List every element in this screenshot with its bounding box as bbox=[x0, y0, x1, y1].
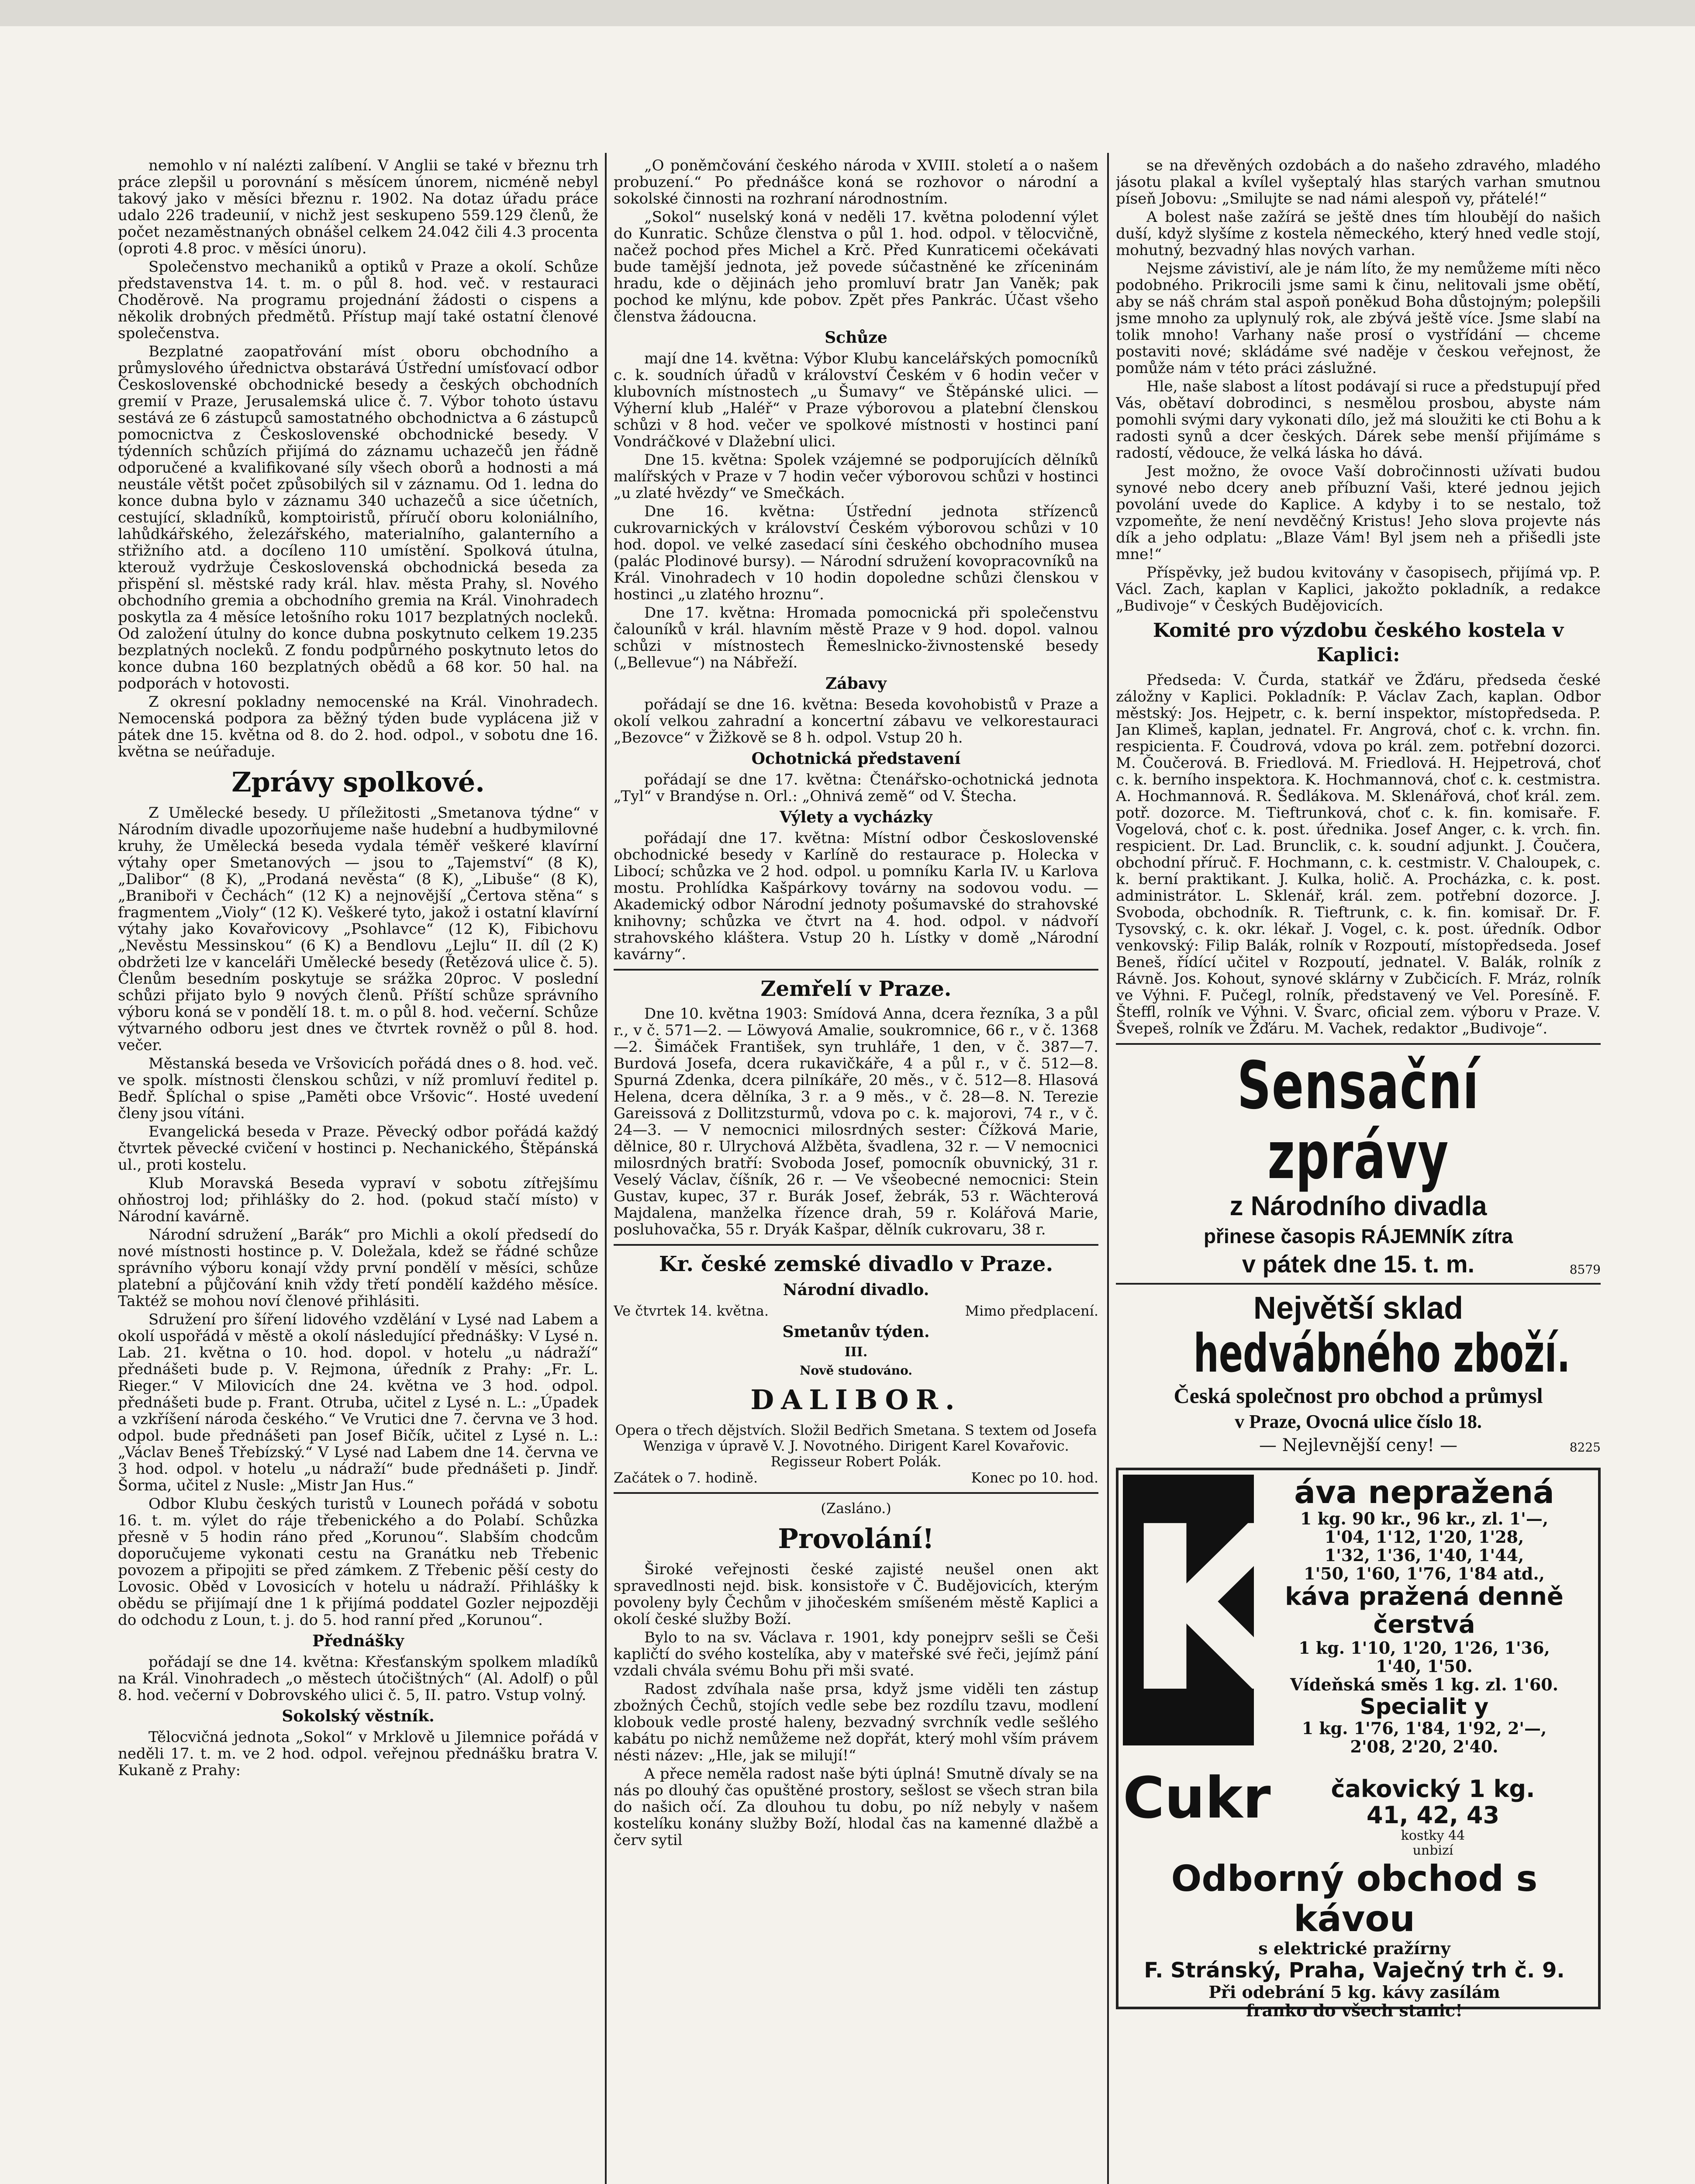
ad-sensacni-line: z Národního divadla bbox=[1229, 1191, 1487, 1221]
article-paragraph: Předseda: V. Čurda, statkář ve Žďáru, předseda české záložny v Kaplici. Pokladník: P. Václav Zach, kaplan. Odbor městský: Jos. Hejpetr, c. k. berní inspektor, místopředseda. P. Jan Klimeš, kaplan, jednatel. Fr. Angrová, choť c. k. vrchn. fin. respicienta. F. Čoudrová, vdova po král. zem. potřební dozorci. M. Čoučerová. B. Friedlová. M. Friedlová. H. Hejpetrová, choť c. k. berního inspektora. K. Hochmannová, choť c. k. cestmistra. A. Hochmannová. R. Šedlákova. M. Sklenářová, choť král. zem. potř. dozorce. M. Tieftrunková, choť c. k. fin. komisaře. F. Vogelová, choť c. k. post. úřednika. Josef Anger, c. k. vrch. fin. respicient. Dr. Lad. Brunclik, c. k. soudní adjunkt. J. Čoučera, obchodní příruč. F. Hochmann, c. k. cestmistr. V. Chaloupek, c. k. berní praktikant. J. Kulka, holič. A. Procházka, c. k. post. administrátor. L. Sklenář, král. zem. potřební dozorce. J. Svoboda, obchodník. R. Tieftrunk, c. k. fin. komisař. Dr. F. Tysovský, c. k. okr. lékař. J. Vogel, c. k. post. úředník. Odbor venkovský: Filip Balák, rolník v Rozpoutí, místopředseda. Josef Beneš, řídící učitel v Rozpoutí, jednatel. V. Balák, rolník z Rávně. Jos. Kohout, synové sklárny v Zubčicích. F. Mráz, rolník ve Výhni. F. Pučegl, rolník, představený ve Vel. Poresíně. F. Šteffl, rolník ve Výhni. V. Švarc, oficial zem. výboru v Praze. V. Švepeš, rolník ve Žďáru. M. Vachek, redaktor „Budivoje“. bbox=[1116, 671, 1601, 1037]
ad-sensacni bbox=[1116, 1048, 1601, 1278]
article-paragraph: mají dne 14. května: Výbor Klubu kancelářských pomocníků c. k. soudních úřadů v království Českém v 6 hodin večer v klubovních místnostech „u Šumavy“ ve Štěpánské ulici. — Výherní klub „Haléř“ v Praze výborovou a platební členskou schůzi v 8 hod. večer ve spolkové místnosti v hostinci paní Vondráčkové v Dlažební ulici. bbox=[614, 350, 1098, 450]
article-paragraph: Z okresní pokladny nemocenské na Král. Vinohradech. Nemocenská podpora za běžný týden bude vyplácena již v pátek dne 15. května od 8. do 2. hod. odpol., v sobotu dne 16. května se neúřaduje. bbox=[118, 693, 598, 760]
article-paragraph: Bylo to na sv. Václava r. 1901, kdy ponejprv sešli se Češi kapličtí do svého kostelíka, aby v mateřské své řeči, jejímž pání vzdali chvála svému Bohu při mši svaté. bbox=[614, 1629, 1098, 1679]
ad-kava-prices bbox=[1263, 1475, 1586, 1756]
theatre-note: Mimo předplacení. bbox=[965, 1303, 1098, 1319]
ad-sensacni-line: v pátek dne 15. t. m. bbox=[1242, 1250, 1475, 1278]
ad-number: 8579 bbox=[1569, 1262, 1601, 1277]
article-paragraph: Radost zdvíhala naše prsa, když jsme viděli ten zástup zbožných Čechů, stojích vedle sebe bez rozdílu tzavu, modlení klobouk vedle prosté haleny, bezvadný svrchník vedle sešlého kabátu po nichž nemůžeme než dopřát, který mohl vším právem nésti název: „Hle, jak se milují!“ bbox=[614, 1680, 1098, 1764]
ad-hedvabi-line: v Praze, Ovocná ulice číslo 18. bbox=[1235, 1411, 1482, 1432]
ad-hedvabi bbox=[1116, 1291, 1601, 1455]
article-paragraph: Jest možno, že ovoce Vaší dobročinnosti užívati budou synové nebo dcery aneb příbuzní Vaši, které jednou jejich povolání uvede do Kaplice. A kdyby i to se nestalo, tož vzpomeňte, že není nevděčný Kristus! Jeho slova projevte nás dík a jeho odplatu: „Blaze Vám! Byl jsem neh a přišedli jste mne!“ bbox=[1116, 463, 1601, 563]
article-paragraph: pořádají se dne 16. května: Beseda kovohobistů v Praze a okolí velkou zahradní a koncertní zábavu ve velkorestauraci „Bezovce“ v Žižkově se 8 h. odpol. Vstup 20 h. bbox=[614, 696, 1098, 746]
article-paragraph: Evangelická beseda v Praze. Pěvecký odbor pořádá každý čtvrtek pěvecké cvičení v hostinci p. Nechanického, Štěpánská ul., proti kostelu. bbox=[118, 1123, 598, 1174]
divider bbox=[1116, 1283, 1601, 1285]
article-paragraph: Široké veřejnosti české zajisté neušel onen akt spravedlnosti nejd. bisk. konsistoře v Č. Budějovicích, kterým povoleny byly Čechům v jihočeském smíšeném městě Kaplici a okolí české služby Boží. bbox=[614, 1561, 1098, 1628]
subheading-ochotnicka: Ochotnická představení bbox=[751, 750, 961, 768]
ad-cukr-unbs: unbizí bbox=[1412, 1843, 1453, 1858]
article-paragraph: Příspěvky, jež budou kvitovány v časopisech, přijímá vp. P. Václ. Zach, kaplan v Kaplici, jakožto pokladník, a redakce „Budivoje“ v Českých Budějovicích. bbox=[1116, 564, 1601, 615]
article-paragraph: Společenstvo mechaniků a optiků v Praze a okolí. Schůze představenstva 14. t. m. o půl 8. hod. več. v restauraci Choděrově. Na programu projednání žádosti o cispens a několik drobných předmětů. Přístup mají také ostatní členové společenstva. bbox=[118, 258, 598, 342]
article-paragraph: Z Umělecké besedy. U příležitosti „Smetanova týdne“ v Národním divadle upozorňujeme naše hudební a hudbymilovné kruhy, že Umělecká beseda vydala téměř veškeré klavírní výtahy oper Smetanových — jsou to „Tajemství“ (8 K), „Dalibor“ (8 K), „Prodaná nevěsta“ (8 K), „Libuše“ (8 K), „Braniboři v Čechách“ (12 K) a nejnovější „Čertova stěna“ s fragmentem „Violy“ (12 K). Veškeré tyto, jakož i ostatní klavírní výtahy jako Kovařovicovy „Psohlavce“ (12 K), Fibichovu „Nevěstu Messinskou“ (6 K) a Bendlovu „Lejlu“ II. díl (2 K) obdržeti lze v kanceláři Umělecké besedy (Řetězová ulice č. 5). Členům besedním poskytuje se srážka 20proc. V poslední schůzi přijato bylo 9 nových členů. Příští schůze správního výboru koná se v pondělí 18. t. m. o půl 8. hod. večerní. Schůze výtvarného odboru jest dnes ve čtvrtek rovněž o půl 8. hod. večer. bbox=[118, 804, 598, 1054]
subheading-prednasky: Přednášky bbox=[312, 1632, 404, 1650]
ad-hedvabi-line: — Nejlevnější ceny! — bbox=[1259, 1435, 1457, 1455]
ad-shop-note: Při odebrání 5 kg. kávy zasílám bbox=[1208, 1982, 1500, 2002]
ad-sensacni-line: přinese časopis RÁJEMNÍK zítra bbox=[1203, 1225, 1513, 1248]
theatre-date-row bbox=[614, 1303, 1098, 1319]
divider bbox=[614, 1492, 1098, 1494]
ad-kava-price-line: 1'04, 1'12, 1'20, 1'28, bbox=[1324, 1527, 1524, 1547]
opera-end: Konec po 10. hod. bbox=[971, 1469, 1098, 1486]
page-top-band bbox=[0, 0, 1695, 26]
article-paragraph: A přece neměla radost naše býti úplná! Smutně dívaly se na nás po dlouhý čas opuštěné prostory, sešlost se všech stran bila do našich očí. Za dlouhou tu dobu, po níž nebyly v našem kostelíku konány služby Boží, hlodal čas na kamenné dlažbě a červ sytil bbox=[614, 1765, 1098, 1849]
ad-kava-title: áva nepražená bbox=[1294, 1474, 1554, 1510]
column-2 bbox=[614, 157, 1098, 2184]
theatre-subtitle: Národní divadlo. bbox=[783, 1281, 929, 1299]
ad-kava-price-line: 1'50, 1'60, 1'76, 1'84 atd., bbox=[1304, 1564, 1545, 1583]
ad-cukr-price: 41, 42, 43 bbox=[1366, 1801, 1500, 1829]
theatre-new: Nově studováno. bbox=[799, 1363, 913, 1378]
subheading-schuze: Schůze bbox=[825, 328, 887, 347]
provolani-heading: Provolání! bbox=[778, 1523, 934, 1555]
ad-shop-sub: s elektrické pražírny bbox=[1258, 1939, 1450, 1958]
ad-cukr-word: Cukr bbox=[1123, 1765, 1271, 1831]
heading-zemreli: Zemřelí v Praze. bbox=[760, 977, 952, 1001]
article-paragraph: „O poněmčování českého národa v XVIII. století a o našem probuzení.“ Po přednášce koná se rozhovor o národní a sokolské činnosti na rozhraní národnostním. bbox=[614, 157, 1098, 207]
divider bbox=[614, 969, 1098, 971]
ad-kava-price-line: 1 kg. 1'10, 1'20, 1'26, 1'36, bbox=[1298, 1638, 1550, 1658]
article-paragraph: Klub Moravská Beseda vypraví v sobotu zítřejšímu ohňostroj lod; přihlášky do 2. hod. (pokud stačí místo) v Národní kavárně. bbox=[118, 1175, 598, 1225]
divider bbox=[1116, 1043, 1601, 1045]
column-3 bbox=[1116, 157, 1601, 2184]
subheading-zabavy: Zábavy bbox=[825, 674, 887, 693]
article-paragraph: Národní sdružení „Barák“ pro Michli a okolí předsedí do nové místnosti hostince p. V. Doležala, kdež se řádné schůze správního výboru konají vždy první pondělí v měsíci, schůze platební a půjčování knih vždy třetí pondělí každého měsíce. Taktéž se mohou noví členové přihlásiti. bbox=[118, 1226, 598, 1310]
article-paragraph: Dne 15. května: Spolek vzájemné se podporujících dělníků malířských v Praze v 7 hodin večer výborovou schůzi v hostinci „u zlaté hvězdy“ ve Smečkách. bbox=[614, 451, 1098, 502]
ad-cukr-kostky: kostky 44 bbox=[1401, 1828, 1465, 1843]
opera-title: DALIBOR. bbox=[750, 1384, 962, 1416]
ad-shop-title: Odborný obchod s kávou bbox=[1171, 1858, 1538, 1940]
subheading-sokol: Sokolský věstník. bbox=[282, 1707, 435, 1725]
opera-description: Opera o třech dějstvích. Složil Bedřich Smetana. S textem od Josefa Wenziga v úpravě V. J. Novotného. Dirigent Karel Kovařovic. Regisseur Robert Polák. bbox=[615, 1422, 1097, 1470]
ad-shop-note: franko do všech stanic! bbox=[1246, 2001, 1463, 2020]
opera-times bbox=[614, 1469, 1098, 1486]
theatre-week: Smetanův týden. bbox=[782, 1323, 930, 1341]
ad-shop bbox=[1123, 1859, 1586, 2020]
theatre-title: Kr. české zemské divadlo v Praze. bbox=[659, 1252, 1053, 1276]
article-paragraph: nemohlo v ní nalézti zalíbení. V Anglii se také v březnu trh práce zlepšil u porovnání s měsícem únorem, nicméně nebyl takový jako v měsíci březnu r. 1902. Na dotaz úřadu práce udalo 226 tradeunií, v nichž jest seskupeno 559.129 členů, že počet nezaměstnaných obnášel celkem 24.042 čili 4.3 procenta (oproti 4.8 proc. v měsíci únoru). bbox=[118, 157, 598, 257]
article-paragraph: Hle, naše slabost a lítost podávají si ruce a předstupují před Vás, obětaví dobrodinci, s nesmělou prosbou, abyste nám pomohli svými dary vykonati dílo, jež má sloužiti ke cti Bohu a k radosti synů a dcer českých. Dárek sebe menší přijímáme s radostí, vědouce, že velká láska ho dává. bbox=[1116, 378, 1601, 462]
article-paragraph: pořádají dne 17. května: Místní odbor Československé obchodnické besedy v Karlíně do restaurace p. Holecka v Libocí; schůzka ve 2 hod. odpol. u pomníku Karla IV. u Karlova mostu. Prohlídka Kašpárkovy továrny na sodovou vodu. — Akademický odbor Národní jednoty pošumavské do strahovské knihovny; schůzka ve čtvrt na 4. hod. odpol. v nádvoří strahovského kláštera. Vstup 20 h. Lístky v domě „Národní kavárny“. bbox=[614, 829, 1098, 963]
ad-kava-price-line: 2'08, 2'20, 2'40. bbox=[1350, 1737, 1498, 1756]
ad-hedvabi-line: Česká společnost pro obchod a průmysl bbox=[1174, 1383, 1543, 1408]
ad-sensacni-headline: Sensační zprávy bbox=[1237, 1048, 1480, 1194]
article-paragraph: Dne 10. května 1903: Smídová Anna, dcera řezníka, 3 a půl r., v č. 571—2. — Löwyová Amalie, soukromnice, 66 r., v č. 1368—2. Šimáček František, syn truhláře, 1 den, v č. 387—7. Burdová Josefa, dcera rukavičkáře, 4 a půl r., v č. 512—8. Spurná Zdenka, dcera pilníkáře, 20 měs., v č. 512—8. Hlasová Helena, dcera dělníka, 3 r. a 9 měs., v č. 28—8. N. Terezie Gareissová z Dollitzsturmů, vdova po c. k. majorovi, 74 r., v č. 24—3. — V nemocnici milosrdných sester: Čížková Marie, dělnice, 80 r. Ulrychová Alžběta, švadlena, 32 r. — V nemocnici milosrdných bratří: Svoboda Josef, pomocník obuvnický, 31 r. Veselý Václav, číšník, 26 r. — Ve všeobecné nemocnici: Stein Gustav, kupec, 37 r. Burák Josef, žebrák, 53 r. Wächterová Majdalena, manželka řízence drah, 59 r. Kolářová Marie, posluhovačka, 55 r. Dryák Kašpar, dělník cukrovaru, 38 r. bbox=[614, 1005, 1098, 1238]
ad-kava-specialty: Specialit y bbox=[1360, 1694, 1489, 1719]
ad-kava-price-line: 1 kg. 90 kr., 96 kr., zl. 1'—, bbox=[1300, 1509, 1549, 1528]
article-paragraph: Městanská beseda ve Vršovicích pořádá dnes o 8. hod. več. ve spolk. místnosti členskou schůzi, v níž promluví ředitel p. Bedř. Šplíchal o spise „Paměti obce Vršovic“. Hosté uvedení členy jsou vítáni. bbox=[118, 1055, 598, 1122]
article-paragraph: pořádají se dne 14. května: Křesťanským spolkem mladíků na Král. Vinohradech „o městech útočištných“ (Al. Adolf) o půl 8. hod. večerní v Dobrovského ulici č. 5, II. patro. Vstup volný. bbox=[118, 1653, 598, 1704]
zaslano-label: (Zasláno.) bbox=[821, 1500, 891, 1517]
column-1 bbox=[118, 157, 598, 2184]
ad-kava-prazena: káva pražená denně čerstvá bbox=[1285, 1583, 1564, 1639]
subheading-vylety: Výlety a vycházky bbox=[780, 808, 932, 826]
section-heading-spolkove: Zprávy spolkové. bbox=[231, 766, 485, 798]
theatre-date: Ve čtvrtek 14. května. bbox=[614, 1303, 769, 1319]
opera-start: Začátek o 7. hodině. bbox=[614, 1469, 758, 1486]
ad-kava-price-line: 1'32, 1'36, 1'40, 1'44, bbox=[1324, 1545, 1524, 1565]
ad-kava-vidensk: Vídeňská směs 1 kg. zl. 1'60. bbox=[1290, 1675, 1558, 1694]
ad-number: 8225 bbox=[1569, 1440, 1601, 1455]
ad-cukr-prices bbox=[1280, 1776, 1586, 1858]
column-rule-2 bbox=[1107, 153, 1109, 2184]
article-paragraph: pořádají se dne 17. května: Čtenářsko-ochotnická jednota „Tyl“ v Brandýse n. Orl.: „Ohnivá země“ od V. Štecha. bbox=[614, 771, 1098, 805]
article-paragraph: „Sokol“ nuselský koná v neděli 17. května polodenní výlet do Kunratic. Schůze členstva o půl 1. hod. odpol. v tělocvičně, načež pochod přes Michel a Krč. Před Kunraticemi očekávati bude tamější jednota, jež povede súčastněné ke zříceninám hradu, kde o dějinách jeho promluví bratr Jan Vaněk; pak pochod ke mlýnu, kde pobov. Zpět přes Pankrác. Účast všeho členstva žádoucna. bbox=[614, 208, 1098, 325]
divider bbox=[614, 1244, 1098, 1246]
ad-kava-price-line: 1'40, 1'50. bbox=[1376, 1656, 1473, 1676]
article-paragraph: Odbor Klubu českých turistů v Lounech pořádá v sobotu 16. t. m. výlet do ráje třebenického a do Polabí. Schůzka přesně v 5 hodin ráno před „Korunou“. Slabším chodcům doporučujeme vykonati cestu na Granátku neb Třebenic povozem a připojiti se před zámkem. Z Třebenic pěší cesty do Lovosic. Oběd v Lovosicích v hotelu u nádraží. Přihlášky k obědu se přijímají dne 1 k přijímá poddatel Gozler nejpozději do odchodu z Loun, t. j. do 5. hod ranní před „Korunou“. bbox=[118, 1495, 598, 1629]
ad-kava bbox=[1116, 1468, 1601, 2020]
article-paragraph: Tělocvičná jednota „Sokol“ v Mrklově u Jilemnice pořádá v neděli 17. t. m. ve 2 hod. odpol. veřejnou přednášku bratra V. Kukaně z Prahy: bbox=[118, 1728, 598, 1779]
article-paragraph: Dne 16. května: Ústřední jednota střízenců cukrovarnických v království Českém výborovou schůzi v 10 hod. dopol. ve velké zasedací síni českého obchodního musea (palác Plodinové bursy). — Národní sdružení kovopracovníků na Král. Vinohradech v 10 hodin dopoledne schůzi členskou v hostinci „u zlatého hroznu“. bbox=[614, 503, 1098, 603]
column-rule-1 bbox=[605, 153, 607, 2184]
article-paragraph: Nejsme závistiví, ale je nám líto, že my nemůžeme míti něco podobného. Prikrocili jsme sami k činu, nelitovali jsme obětí, aby se náš chrám stal aspoň poněkud Boha důstojným; polepšili jsme mnoho za uplynulý rok, ale zbývá ještě více. Jsme slabí na tolik mnoho! Varhany naše prosí o vystřídání — chceme postaviti nové; skládáme své naděje v českou veřejnost, že pomůže nám v této práci záslužné. bbox=[1116, 260, 1601, 377]
article-paragraph: Dne 17. května: Hromada pomocnická při společenstvu čalouníků v král. hlavním městě Praze v 9 hod. dopol. valnou schůzi v místnostech Řemeslnicko-živnostenské besedy („Bellevue“) na Nábřeží. bbox=[614, 604, 1098, 671]
ad-hedvabi-line: Největší sklad bbox=[1253, 1291, 1464, 1326]
ad-cukr-desc: čakovický 1 kg. bbox=[1331, 1775, 1535, 1803]
ad-kava-price-line: 1 kg. 1'76, 1'84, 1'92, 2'—, bbox=[1301, 1718, 1547, 1738]
theatre-week-number: III. bbox=[844, 1344, 868, 1360]
ad-hedvabi-headline: hedvábného zboží. bbox=[1193, 1324, 1571, 1384]
article-paragraph: Sdružení pro šíření lidového vzdělání v Lysé nad Labem a okolí uspořádá v městě a okolí následující přednášky: V Lysé n. Lab. 21. května o 10. hod. dopol. v hotelu „u nádraží“ přednášeti bude p. V. Rejmona, úředník z Prahy: „Fr. L. Rieger.“ V Milovicích dne 24. května ve 3 hod. odpol. přednášeti bude p. Frant. Otruba, učitel z Lysé n. L.: „Úpadek a vzkříšení národa českého.“ Ve Vrutici dne 7. června ve 3 hod. odpol. bude přednášeti pan Josef Bičík, učitel z Lysé n. L.: „Václav Beneš Třebízský.“ V Lysé nad Labem dne 14. června ve 3 hod. odpol. v hotelu „u nádraží“ bude přednášeti p. Jindř. Šorma, učitel z Nusle: „Mistr Jan Hus.“ bbox=[118, 1311, 598, 1494]
komite-heading: Komité pro výzdobu českého kostela v Kaplici: bbox=[1153, 619, 1564, 666]
article-paragraph: Bezplatné zaopatřování míst oboru obchodního a průmyslového úřednictva obstarává Ústřední umísťovací odbor Československé obchodnické besedy a českých obchodních gremií v Praze, Jerusalemská ulice č. 7. Výbor tohoto ústavu sestává ze 6 zástupců samostatného obchodnictva a 6 zástupců pomocnictva z Československé obchodnické besedy. V týdenních schůzích přijímá do záznamu uchazečů jen řádně odporučené a kvalifikované síly všech oborů a hodnosti a má neustále většt počet způsobilých sil v záznamu. Od 1. ledna do konce dubna bylo v záznamu 340 uchazečů a sice účetních, cestující, skladníků, komptoiristů, příručí oboru koloniálního, lahůdkářského, železářského, materialního, galanterního a střižního atd. a docíleno 110 umístění. Spolková útulna, kterouž vydržuje Československá obchodnická beseda za přispění sl. městské rady král. hlav. města Prahy, sl. Nového obchodního gremia a obchodního gremia na Král. Vinohradech poskytla za 4 měsíce letošního roku 1017 bezplatných nocleků. Od založení útulny do konce dubna poskytnuto celkem 19.235 bezplatných nocleků. Z fondu podpůrného poskytnuto letos do konce dubna 160 bezplatných obědů a 68 kor. 50 hal. na podporách v hotovosti. bbox=[118, 343, 598, 692]
article-paragraph: A bolest naše zažírá se ještě dnes tím hloubějí do našich duší, když slyšíme z kostela německého, který hned vedle stojí, mohutný, bezvadný hlas nových varhan. bbox=[1116, 208, 1601, 259]
article-paragraph: se na dřevěných ozdobách a do našeho zdravého, mladého jásotu plakal a kvílel vyšeptalý hlas starých varhan smutnou píseň Jobovu: „Smilujte se nad námi alespoň vy, přátelé!“ bbox=[1116, 157, 1601, 207]
ad-shop-name: F. Stránský, Praha, Vaječný trh č. 9. bbox=[1144, 1958, 1565, 1983]
ad-kava-letter: K bbox=[1123, 1475, 1254, 1745]
